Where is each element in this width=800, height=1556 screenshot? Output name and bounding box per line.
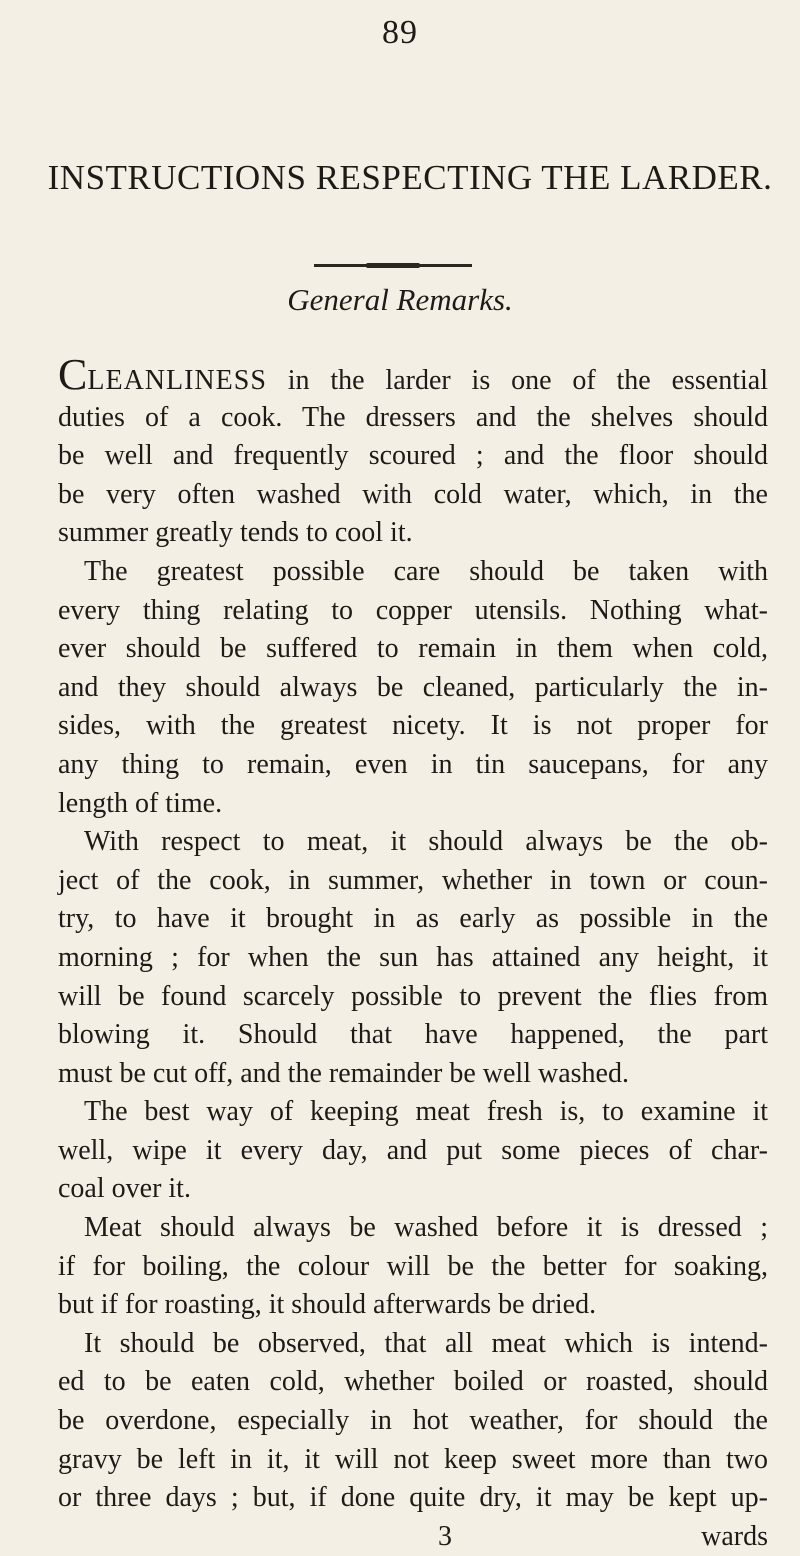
text-line: Meat should always be washed before it is dressed ; [84,1212,768,1244]
text-line: be overdone, especially in hot weather, for should the [58,1405,768,1437]
text-line: any thing to remain, even in tin saucepans, for any [58,748,768,780]
text-line: try, to have it brought in as early as possible in the [58,903,768,935]
page-title: INSTRUCTIONS RESPECTING THE LARDER. [47,158,773,197]
text-line: It should be observed, that all meat which is intend- [84,1327,768,1359]
text-line: coal over it. [58,1173,191,1205]
text-line: With respect to meat, it should always be the ob- [84,826,768,858]
text-line: must be cut off, and the remainder be well washed. [58,1057,629,1089]
body-text [58,350,768,1556]
small-caps-word: LEANLINESS [87,365,267,396]
text-line: but if for roasting, it should afterwards be dried. [58,1289,597,1321]
catchword: wards [701,1520,768,1552]
ornamental-rule [314,264,472,267]
signature-mark: 3 [438,1520,452,1552]
text-line: and they should always be cleaned, particularly the in- [58,671,768,703]
text-line: gravy be left in it, it will not keep sweet more than two [58,1443,768,1475]
text-line: length of time. [58,787,223,819]
text-line: if for boiling, the colour will be the better for soaking, [58,1250,768,1282]
text-line: will be found scarcely possible to prevent the flies from [58,980,768,1012]
text-line: every thing relating to copper utensils. Nothing what- [58,594,768,626]
text-line: The greatest possible care should be taken with [84,555,768,587]
first-line-rest: in the larder is one of the essential [266,365,768,396]
text-line: ed to be eaten cold, whether boiled or roasted, should [58,1366,768,1398]
catch-line [58,1518,768,1556]
text-line: ever should be suffered to remain in them when cold, [58,633,768,665]
text-line: be well and frequently scoured ; and the floor should [58,440,768,472]
section-subtitle: General Remarks. [287,282,513,317]
text-line: sides, with the greatest nicety. It is not proper for [58,710,768,742]
text-line: or three days ; but, if done quite dry, it may be kept up- [58,1482,768,1514]
text-line: blowing it. Should that have happened, the part [58,1019,768,1051]
text-line: ject of the cook, in summer, whether in town or coun- [58,864,768,896]
text-line: duties of a cook. The dressers and the shelves should [58,401,768,433]
text-line: be very often washed with cold water, which, in the [58,478,768,510]
text-line: well, wipe it every day, and put some pieces of char- [58,1134,768,1166]
drop-capital: C [58,350,88,399]
page-number: 89 [382,14,418,51]
text-line: summer greatly tends to cool it. [58,517,413,549]
text-line [58,350,768,399]
text-line: morning ; for when the sun has attained any height, it [58,941,768,973]
text-line: The best way of keeping meat fresh is, to examine it [84,1096,768,1128]
